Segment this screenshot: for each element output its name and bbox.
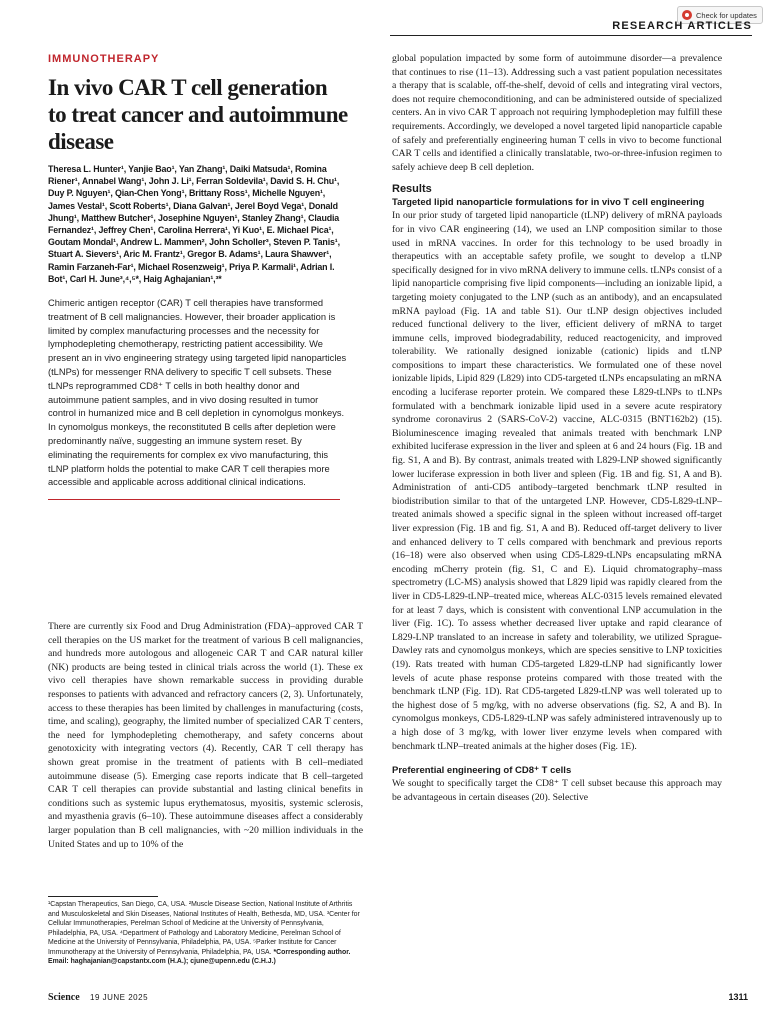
issue-date: 19 JUNE 2025 (90, 993, 149, 1002)
author-list: Theresa L. Hunter¹, Yanjie Bao¹, Yan Zhang¹, Daiki Matsuda¹, Romina Riener¹, Annabel Wang¹, John J. Li¹, Ferran Soldevila¹, David S. H. Chu¹, Duy P. Nguyen¹, Qian-Chen Yong¹, Brittany Ross¹, Michelle Nguyen¹, James Vestal¹, Scott Roberts¹, Diana Galvan¹, Jerel Boyd Vega¹, Donald Jhung¹, Matthew Butcher¹, Josephine Nguyen¹, Stanley Zhang¹, Claudia Fernandez¹, Jeffrey Chen¹, Carolina Herrera¹, Yi Kuo¹, E. Michael Pica¹, Goutam Mondal¹, Andrew L. Mammen², John Scholler³, Steven P. Tanis¹, Stuart A. Sievers¹, Aric M. Frantz¹, Gregor B. Adams¹, Laura Shawver¹, Ramin Farzaneh-Far¹, Michael Rosenzweig¹, Priya P. Karmali¹, Adrian I. Bot¹, Carl H. June³,⁴,⁵*, Haig Aghajanian¹,³* (48, 164, 340, 284)
crossmark-icon (682, 10, 692, 20)
subheading-cd8-engineering: Preferential engineering of CD8⁺ T cells (392, 765, 572, 777)
abstract-divider (48, 499, 340, 500)
results-heading: Results (392, 183, 432, 196)
corresponding-author-note: *Corresponding author. Email: haghajanian@capstantx.com (H.A.); cjune@upenn.edu (C.H.J.) (48, 948, 351, 965)
affiliations-text: ¹Capstan Therapeutics, San Diego, CA, USA. ²Muscle Disease Section, National Institute of Arthritis and Musculoskeletal and Skin Diseases, National Institutes of Health, Bethesda, MD, USA. ³Center for Cellular Immunotherapies, Perelman School of Medicine at the University of Pennsylvania, Philadelphia, PA, USA. ⁴Department of Pathology and Laboratory Medicine, Perelman School of Medicine at the University of Pennsylvania, Philadelphia, PA, USA. ⁵Parker Institute for Cancer Immunotherapy at the University of Pennsylvania, Philadelphia, PA, USA. (48, 901, 360, 956)
left-column (48, 53, 348, 500)
subheading-tlnp-formulations: Targeted lipid nanoparticle formulations for in vivo T cell engineering (392, 197, 705, 209)
intro-paragraph: There are currently six Food and Drug Administration (FDA)–approved CAR T cell therapies on the US market for the treatment of various B cell malignancies, and hundreds more autologous and allogeneic CAR T and CAR natural killer (NK) products are being tested in clinical trials across the world (1). These ex vivo cell therapies have shown remarkable success in providing durable responses to patients with advanced and refractory cancers (2, 3). Unfortunately, access to these therapies has been limited by challenges in manufacturing (costs, time, and scaling), geography, the limited number of specialized CAR T centers, the need for lymphodepleting chemotherapy, and safety concerns about genotoxicity with integrating vectors (4). Recently, CAR T cell therapy has shown great promise in the treatment of patients with B cell–mediated autoimmune disease (5). Emerging case reports indicate that B cell–targeted CAR T cell therapies can provide substantial and lasting clinical benefits in conditions such as systemic lupus erythematosus, myositis, systemic sclerosis, and myasthenia gravis (6–10). These autoimmune diseases affect a considerably larger population than B cell malignancies, with ~20 million individuals in the United States and up to 10% of the (48, 621, 363, 850)
article-category: IMMUNOTHERAPY (48, 53, 160, 65)
affiliations-footnote (48, 900, 363, 967)
journal-name: Science (48, 992, 80, 1003)
right-column (392, 52, 722, 804)
page-footer (48, 992, 748, 1006)
page-number: 1311 (728, 992, 748, 1002)
cd8-engineering-paragraph: We sought to specifically target the CD8⁺ T cell subset because this approach may be advantageous in certain diseases (20). Selective (392, 778, 722, 803)
footnote-divider (48, 896, 158, 897)
abstract: Chimeric antigen receptor (CAR) T cell therapies have transformed treatment of B cell malignancies. However, their broader application is limited by complex manufacturing processes and the necessity for lymphodepleting chemotherapy, restricting patient accessibility. We present an in vivo engineering strategy using targeted lipid nanoparticles (tLNPs) for messenger RNA delivery to specific T cell subsets. These tLNPs reprogrammed CD8⁺ T cells in both healthy donor and autoimmune patient samples, and in vivo dosing resulted in tumor control in humanized mice and B cell depletion in cynomolgus monkeys. In cynomolgus monkeys, the reconstituted B cells after depletion were predominantly naïve, suggesting an immune system reset. By eliminating the requirements for complex ex vivo manufacturing, this tLNP platform holds the potential to make CAR T cell therapies more accessible and applicable across additional clinical indications. (48, 298, 347, 488)
tlnp-formulations-paragraph: In our prior study of targeted lipid nanoparticle (tLNP) delivery of mRNA payloads for in vivo CAR engineering (14), we used an LNP composition similar to those used in mRNA vaccines. In order for this technology to be used broadly in therapeutics with an acceptable safety profile, we sought to develop a tLNP specifically designed for in vivo mRNA delivery to immune cells. tLNPs consist of a lipid nanoparticle comprising five lipid components—including an ionizable lipid, a targeting moiety conjugated to the LNP (such as an antibody), and an encapsulated mRNA payload (Fig. 1A and table S1). Our tLNP design objectives included reduced functional delivery to the liver, efficient delivery of mRNA to target immune cells, improved biodegradability, reduced reactogenicity, and improved tolerability. We rationally designed ionizable (cationic) lipids and tLNP compositions to impart these characteristics. We formulated one of these novel ionizable lipids, Lipid 829 (L829) into CD5-targeted tLNPs encapsulating an mRNA encoding a luciferase reporter protein. We compared these L829-tLNPs to tLNPs formulated with a benchmark ionizable lipid used in a severe acute respiratory syndrome coronavirus 2 (SARS-CoV-2) vaccine, ALC-0315 (BNT162b2) (15). Bioluminescence imaging revealed that animals treated with benchmark LNP exhibited luciferase expression in the liver and spleen at 6 and 24 hours (Fig. 1B and fig. S1, A and B). By contrast, animals treated with L829-LNP showed significantly lower luciferase expression in both liver and spleen (Fig. 1B and fig. S1, A and B). Administration of anti-CD5 antibody–targeted benchmark tLNP resulted in biodistribution similar to that of the untargeted LNP. However, CD5-L829-tLNP–treated animals showed a specific signal in the spleen without increased off-target liver expression (Fig. 1B and fig. S1, A and B). Reduced off-target delivery to liver and enhanced delivery to T cells compared with benchmark and previous reports (16–18) were also observed when using CD5-L829-tLNPs encapsulating mRNA encoding mCherry protein (fig. S1, C and E). Liquid chromatography–mass spectrometry (LC-MS) analysis showed that L829 lipid was rapidly cleared from the liver in CD5-L829-tLNP–treated mice, whereas ALC-0315 levels remained elevated for at least 7 days, which is consistent with conventional LNP accumulation in the liver (Fig. 1C). To assess whether decreased liver uptake and rapid clearance of L829-LNP translated to an increase in safety and tolerability, we utilized Sprague-Dawley rats and cynomolgus monkeys, which are species sensitive to LNP toxicities (19). Rats treated with human CD5-targeted L829-tLNP had significantly lower levels of acute phase response proteins compared with those treated with the benchmark tLNP (Fig. 1D). Rat CD5-targeted L829-tLNP was well tolerated up to the highest dose of 5 mg/kg, with no adverse observations (fig. S2, A and B). In cynomolgus monkeys, CD5-L829-tLNP was safely administered intravenously up to a high dose of 3 mg/kg, with lower liver enzyme levels when compared with benchmark tLNP–treated animals at the higher doses (Fig. 1E). (392, 210, 722, 752)
check-for-updates-label: Check for updates (696, 10, 757, 20)
article-title: In vivo CAR T cell generation to treat cancer and autoimmune disease (48, 75, 348, 154)
header-rule (390, 35, 752, 36)
section-label: RESEARCH ARTICLES (612, 20, 752, 32)
intro-continuation: global population impacted by some form of autoimmune disorder—a prevalence that continues to rise (11–13). Addressing such a vast patient population necessitates a therapy that is scalable, off-the-shelf, devoid of cells and integrating viral vectors, does not require chemoconditioning, and can be administered outside of specialized centers. An in vivo CAR T approach not requiring lymphodepletion may fulfill these requirements. Accordingly, we developed a novel targeted lipid nanoparticle capable of safely and preferentially engineering human T cells in vivo to become functional CAR T cells and identified a clinically translatable, two-or-three-infusion regimen to safely achieve deep B cell depletion. (392, 53, 722, 173)
